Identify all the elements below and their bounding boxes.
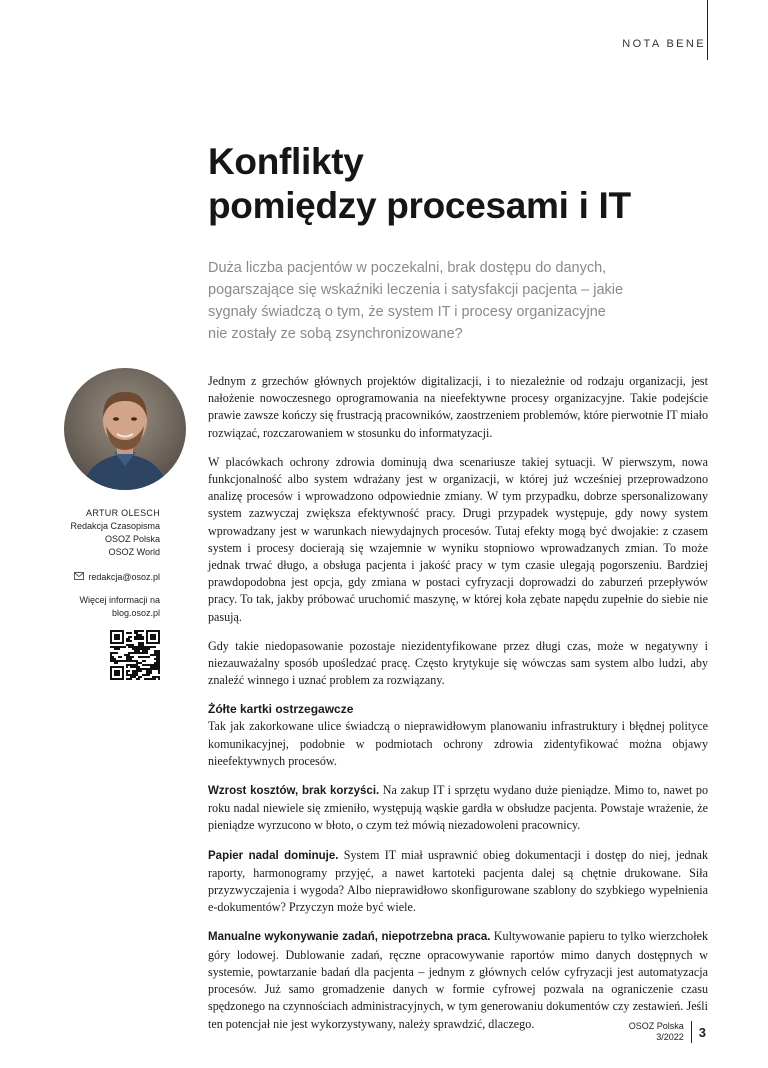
paragraph bbox=[208, 782, 708, 835]
paragraph bbox=[208, 847, 708, 917]
more-info bbox=[40, 594, 160, 620]
title-line: pomiędzy procesami i IT bbox=[208, 185, 631, 226]
author-name: ARTUR OLESCH bbox=[86, 508, 160, 518]
author-role: Redakcja Czasopisma bbox=[70, 521, 160, 531]
paragraph bbox=[208, 928, 708, 1032]
email-address[interactable]: redakcja@osoz.pl bbox=[88, 572, 160, 582]
author-info bbox=[40, 507, 160, 620]
blog-link[interactable]: blog.osoz.pl bbox=[111, 608, 160, 618]
subheading: Żółte kartki ostrzegawcze bbox=[208, 702, 354, 717]
paragraph-lead-in: Papier nadal dominuje. bbox=[208, 849, 339, 862]
article-lead: Duża liczba pacjentów w poczekalni, brak dostępu do danych, pogarszające się wskaźniki leczenia i satysfakcji pacjenta – jakie sygnały świadczą o tym, że system IT i procesy organizacyjne nie zostały ze sobą zsynchronizowane? bbox=[208, 260, 624, 342]
paragraph-text: Kultywowanie papieru to tylko wierzchołek góry lodowej. Dublowanie zadań, ręczne opracowywanie raportów mimo danych dostępnych w systemie, powtarzanie badań dla pacjenta – jednym z głównych celów cyfryzacji jest automatyzacja procesów. Już samo gromadzenie danych w formie cyfrowej pozwala na ograniczenie czasu spędzonego na czynnościach administracyjnych, w tym generowaniu dokumentów czy zestawień. Jeśli ten potencjał nie jest wykorzystywany, należy sprawdzić, dlaczego. bbox=[208, 929, 709, 1031]
article-body bbox=[208, 373, 708, 1045]
author-org: OSOZ World bbox=[108, 547, 160, 557]
qr-code[interactable] bbox=[110, 630, 160, 680]
page-number: 3 bbox=[698, 1024, 706, 1040]
article-title bbox=[208, 140, 688, 228]
paragraph: Jednym z grzechów głównych projektów digitalizacji, i to niezależnie od rodzaju organizacji, jest nałożenie nowoczesnego oprogramowania na nieefektywne procesy organizacyjne. Takie podejście prawie zawsze kończy się frustracją pracowników, zaostrzeniem problemów, które pierwotnie IT miało rozwiązać, rozczarowaniem w stosunku do informatyzacji. bbox=[208, 374, 708, 440]
author-photo bbox=[64, 368, 186, 490]
paragraph-text: System IT miał usprawnić obieg dokumentacji i dostęp do niej, jednak raporty, harmonogramy przyjęć, a nawet kartoteki pacjenta dalej są chętnie drukowane. Siła przyzwyczajenia i wygoda? Albo nieprawidłowo skonfigurowane szablony do szybkiego wypełnienia e-dokumentów? Przyczyn może być wiele. bbox=[208, 847, 708, 915]
paragraph: W placówkach ochrony zdrowia dominują dwa scenariusze takiej sytuacji. W pierwszym, nowa funkcjonalność albo system wdrażany jest w organizacji, w której już wcześniej przeprowadzono analizę procesów i wprowadzono odpowiednie zmiany. W tym przypadku, dobrze spersonalizowany system zazwyczaj zwiększa efektywność pracy. Drugi przypadek występuje, gdy nowy system wprowadzany jest w warunkach niewydajnych procesów. Tutaj efekty mogą być dwojakie: z czasem system i procesy docierają się wzajemnie w wyniku stopniowo wprowadzanych zmian. To może jednak trwać długo, a obsługa pacjenta i jakość pracy w tym czasie ulegają pogorszeniu. Bardziej prawdopodobna jest opcja, gdy zmiana w postaci cyfryzacji doprowadzi do zaburzeń przepływów pracy. To tak, jakby próbować uruchomić maszynę, w której koła zębate napędu zupełnie do siebie nie pasują. bbox=[208, 454, 708, 624]
publication-info bbox=[629, 1021, 691, 1043]
more-info-label: Więcej informacji na bbox=[79, 595, 160, 605]
paragraph-lead-in: Wzrost kosztów, brak korzyści. bbox=[208, 785, 380, 798]
page-footer bbox=[629, 1021, 706, 1043]
header-rule bbox=[707, 0, 708, 60]
title-line: Konflikty bbox=[208, 141, 364, 182]
publication-name: OSOZ Polska bbox=[628, 1021, 684, 1031]
section-label: NOTA BENE bbox=[622, 38, 706, 50]
paragraph: Tak jak zakorkowane ulice świadczą o nieprawidłowym planowaniu infrastruktury i błędnej polityce komunikacyjnej, podobnie w podmiotach ochrony zdrowia zidentyfikować można objawy nieefektywnych procesów. bbox=[208, 719, 708, 768]
issue-number: 3/2022 bbox=[656, 1032, 684, 1042]
author-org: OSOZ Polska bbox=[104, 534, 160, 544]
paragraph-lead-in: Manualne wykonywanie zadań, niepotrzebna praca. bbox=[208, 931, 491, 944]
author-email[interactable] bbox=[40, 571, 160, 584]
paragraph-text: Na zakup IT i sprzętu wydano duże pieniądze. Mimo to, nawet po roku nadal niewiele się zmieniło, występują wąskie gardła w obsłudze pacjenta. Powstaje wrażenie, że pieniądze wyrzucono w błoto, o czym też mówią niezadowoleni pracownicy. bbox=[208, 783, 708, 833]
envelope-icon bbox=[74, 571, 84, 584]
paragraph: Gdy takie niedopasowanie pozostaje niezidentyfikowane przez długi czas, może w negatywny i niezauważalny sposób upośledzać pracę. Często krytykuje się wówczas sam system albo ludzi, aby znaleźć winnego i uznać problem za rozwiązany. bbox=[208, 638, 708, 688]
